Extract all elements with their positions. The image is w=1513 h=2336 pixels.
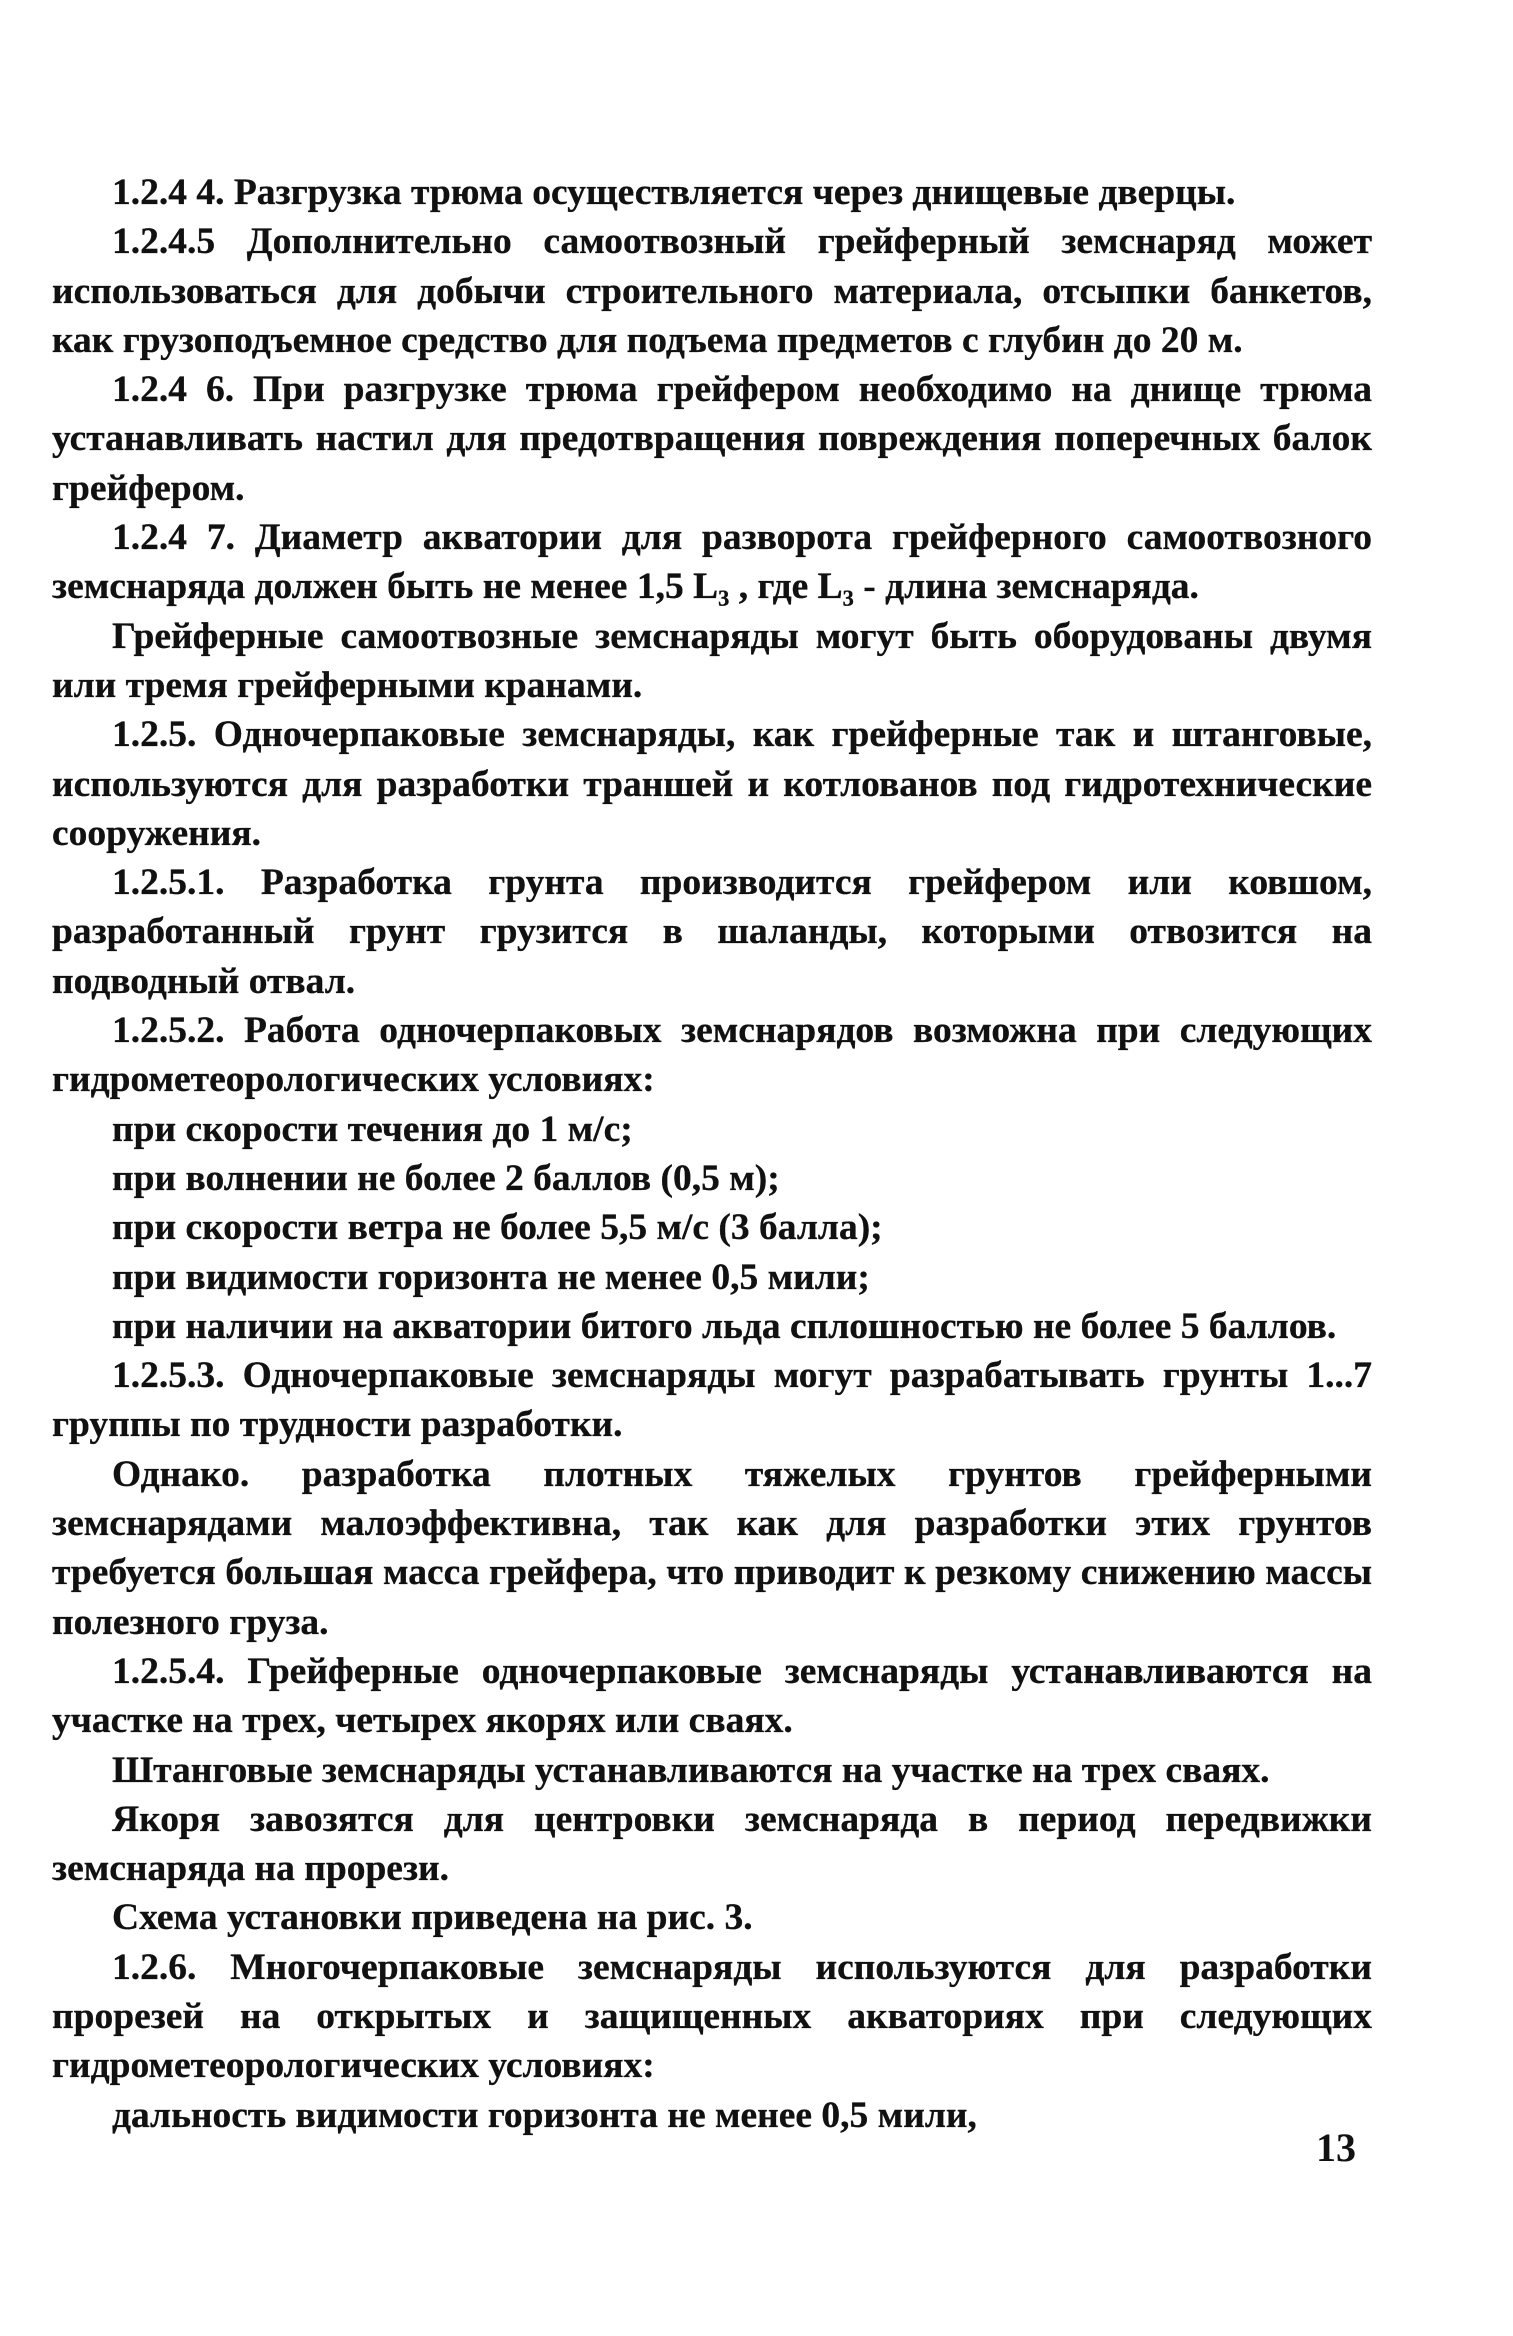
condition-item: при скорости течения до 1 м/с;: [112, 1108, 633, 1150]
paragraph-1-2-6: 1.2.6. Многочерпаковые земснаряды используются для разработки прорезей на открытых и защищенных акваториях при следующих гидрометеорологических условиях:: [52, 1946, 1372, 2087]
paragraph-1-2-5-3: 1.2.5.3. Одночерпаковые земснаряды могут разрабатывать грунты 1...7 группы по трудности разработки.: [52, 1355, 1372, 1446]
condition-item: при волнении не более 2 баллов (0,5 м);: [112, 1157, 780, 1199]
condition-item: при видимости горизонта не менее 0,5 мили;: [112, 1256, 870, 1298]
paragraph-1-2-5: 1.2.5. Одночерпаковые земснаряды, как грейферные так и штанговые, используются для разработки траншей и котлованов под гидротехнические сооружения.: [52, 714, 1372, 854]
paragraph-rod-dredgers: Штанговые земснаряды устанавливаются на участке на трех сваях.: [112, 1749, 1270, 1791]
paragraph-scheme-ref: Схема установки приведена на рис. 3.: [112, 1897, 753, 1939]
paragraph-1-2-4-6: 1.2.4 6. При разгрузке трюма грейфером необходимо на днище трюма устанавливать настил для предотвращения повреждения поперечных балок грейфером.: [52, 369, 1372, 509]
paragraph-1-2-4-4: 1.2.4 4. Разгрузка трюма осуществляется через днищевые дверцы.: [112, 172, 1236, 213]
paragraph-1-2-5-1: 1.2.5.1. Разработка грунта производится грейфером или ковшом, разработанный грунт грузится в шаланды, которыми отвозится на подводный отвал.: [52, 862, 1372, 1002]
condition-item: дальность видимости горизонта не менее 0,5 мили,: [112, 2094, 977, 2136]
paragraph-1-2-4-5: 1.2.4.5 Дополнительно самоотвозный грейферный земснаряд может использоваться для добычи строительного материала, отсыпки банкетов, как грузоподъемное средство для подъема предметов с глубин до 20 м.: [52, 221, 1372, 361]
paragraph-1-2-5-4: 1.2.5.4. Грейферные одночерпаковые земснаряды устанавливаются на участке на трех, четырех якорях или сваях.: [52, 1650, 1372, 1742]
paragraph-grab-cranes: Грейферные самоотвозные земснаряды могут быть оборудованы двумя или тремя грейферными кранами.: [52, 615, 1372, 706]
paragraph-anchors: Якоря завозятся для центровки земснаряда в период передвижки земснаряда на прорези.: [52, 1798, 1372, 1890]
page-text: [52, 168, 1372, 2140]
paragraph-1-2-4-7: 1.2.4 7. Диаметр акватории для разворота грейферного самоотвозного земснаряда должен быть не менее 1,5 L₃ , где L₃ - длина земснаряда.: [52, 517, 1372, 608]
condition-item: при скорости ветра не более 5,5 м/с (3 балла);: [112, 1207, 883, 1249]
page-number: 13: [1316, 2125, 1356, 2170]
condition-item: при наличии на акватории битого льда сплошностью не более 5 баллов.: [112, 1305, 1337, 1347]
paragraph-1-2-5-2: 1.2.5.2. Работа одночерпаковых земснарядов возможна при следующих гидрометеорологических условиях:: [52, 1010, 1372, 1101]
paragraph-however: Однако. разработка плотных тяжелых грунтов грейферными земснарядами малоэффективна, так как для разработки этих грунтов требуется большая масса грейфера, что приводит к резкому снижению массы полезного груза.: [52, 1453, 1372, 1643]
